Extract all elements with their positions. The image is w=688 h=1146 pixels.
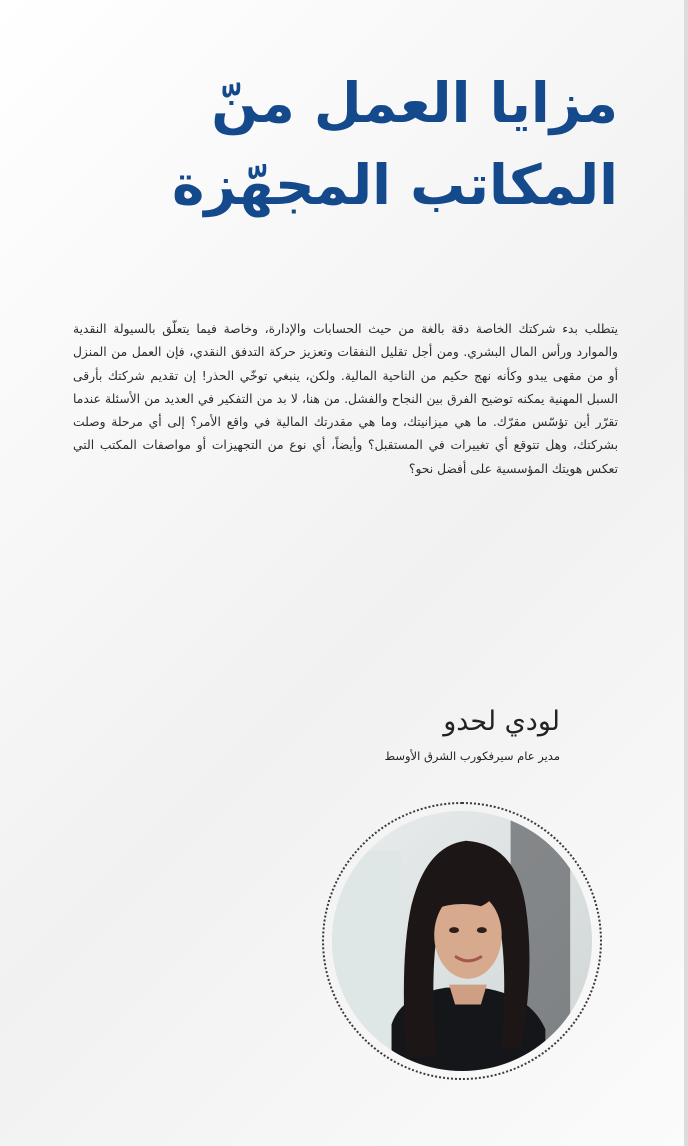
author-portrait (322, 802, 602, 1080)
portrait-illustration (331, 811, 593, 1071)
author-role: مدير عام سيرفكورب الشرق الأوسط (384, 749, 560, 763)
portrait-left-eye (449, 927, 459, 933)
portrait-right-eye (477, 927, 487, 933)
portrait-neck (449, 985, 487, 1005)
author-name: لودي لحدو (443, 706, 560, 737)
headline-line-2: المكاتب المجهّزة (171, 153, 618, 217)
article-headline (38, 62, 618, 226)
author-block (160, 700, 560, 766)
page-edge-border (684, 0, 688, 1146)
article-body: يتطلب بدء شركتك الخاصة دقة بالغة من حيث الحسابات والإدارة، وخاصة فيما يتعلّق بالسيولة النقدية والموارد ورأس المال البشري. ومن أجل تقليل النفقات وتعزيز حركة التدفق النقدي، فإن العمل من المنزل أو من مقهى يبدو وكأنه نهج حكيم من الناحية المالية. ولكن، ينبغي توخّي الحذر! إن تقديم شركتك بأرقى السبل المهنية يمكنه توضيح الفرق بين النجاح والفشل. من هنا، لا بد من التفكير في العديد من الأسئلة عندما تقرّر أين تؤسّس مقرّك. ما هي ميزانيتك، وما هي مقدرتك المالية في واقع الأمر؟ إلى أي مرحلة وصلت بشركتك، وهل تتوقع أي تغييرات في المستقبل؟ وأيضاً، أي نوع من التجهيزات أو مواصفات المكتب التي تعكس هويتك المؤسسية على أفضل نحو؟ (73, 322, 618, 476)
headline-line-1: مزايا العمل منّ (211, 71, 618, 135)
portrait-wall (332, 851, 401, 1069)
